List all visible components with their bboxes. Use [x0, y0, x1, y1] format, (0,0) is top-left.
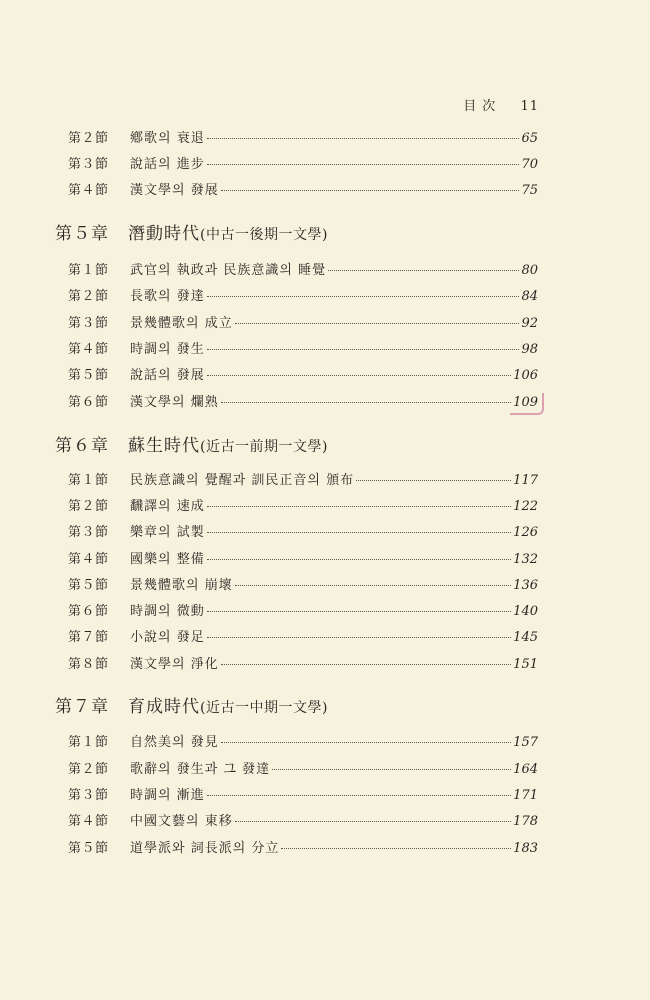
section-number: 第２節 [68, 499, 109, 514]
section-number: 第２節 [68, 762, 109, 777]
section-title: 時調의 微動 [130, 604, 205, 619]
page-ref: 109 [513, 395, 538, 410]
section-number: 第１節 [68, 473, 109, 488]
dot-leader [235, 584, 511, 586]
page-ref: 136 [513, 578, 538, 593]
section-title: 歌辭의 發生과 그 發達 [130, 762, 271, 777]
toc-entry [68, 153, 538, 173]
section-title: 漢文學의 爛熟 [130, 395, 219, 410]
toc-entry [68, 495, 538, 515]
chapter-heading [55, 431, 328, 455]
section-number: 第４節 [68, 814, 109, 829]
section-number: 第３節 [68, 525, 109, 540]
chapter-subtitle: (近古一前期一文學) [200, 439, 328, 455]
section-number: 第１節 [68, 263, 109, 278]
toc-entry [68, 364, 538, 384]
page-ref: 117 [513, 473, 538, 488]
page-ref: 171 [513, 788, 538, 803]
section-title: 鄕歌의 衰退 [130, 131, 205, 146]
section-number: 第４節 [68, 183, 109, 198]
page-ref: 80 [521, 263, 538, 278]
page-ref: 132 [513, 552, 538, 567]
chapter-title: 育成時代 [128, 697, 200, 717]
toc-entry [68, 127, 538, 147]
chapter-number: 第５章 [55, 224, 109, 244]
toc-entry [68, 653, 538, 673]
section-number: 第５節 [68, 368, 109, 383]
section-title: 飜譯의 速成 [130, 499, 205, 514]
section-title: 時調의 漸進 [130, 788, 205, 803]
chapter-subtitle: (近古一中期一文學) [200, 700, 328, 716]
section-title: 漢文學의 發展 [130, 183, 219, 198]
dot-leader [207, 531, 511, 533]
section-number: 第４節 [68, 552, 109, 567]
dot-leader [207, 505, 511, 507]
dot-leader [207, 295, 520, 297]
section-title: 自然美의 發見 [130, 735, 219, 750]
dot-leader [221, 189, 520, 191]
toc-entry [68, 837, 538, 857]
toc-entry [68, 758, 538, 778]
page-ref: 145 [513, 630, 538, 645]
toc-entry [68, 574, 538, 594]
section-number: 第８節 [68, 657, 109, 672]
section-number: 第１節 [68, 735, 109, 750]
section-title: 說話의 進步 [130, 157, 205, 172]
page-ref: 92 [521, 316, 538, 331]
page-ref: 70 [521, 157, 538, 172]
page-number: 11 [520, 99, 539, 114]
running-head-title: 目次 [463, 99, 502, 114]
section-number: 第３節 [68, 316, 109, 331]
running-head [463, 95, 539, 114]
pencil-mark [510, 393, 544, 415]
chapter-number: 第６章 [55, 436, 109, 456]
dot-leader [207, 558, 511, 560]
toc-entry [68, 810, 538, 830]
section-title: 景幾體歌의 崩壞 [130, 578, 233, 593]
page-ref: 178 [513, 814, 538, 829]
dot-leader [207, 137, 520, 139]
dot-leader [207, 374, 511, 376]
chapter-title: 蘇生時代 [128, 436, 200, 456]
section-number: 第５節 [68, 841, 109, 856]
section-number: 第３節 [68, 157, 109, 172]
section-number: 第３節 [68, 788, 109, 803]
toc-entry [68, 469, 538, 489]
toc-entry [68, 285, 538, 305]
page-ref: 98 [521, 342, 538, 357]
section-number: 第４節 [68, 342, 109, 357]
dot-leader [272, 768, 511, 770]
section-title: 時調의 發生 [130, 342, 205, 357]
section-number: 第７節 [68, 630, 109, 645]
toc-entry [68, 731, 538, 751]
section-number: 第２節 [68, 289, 109, 304]
dot-leader [207, 348, 520, 350]
section-title: 長歌의 發達 [130, 289, 205, 304]
dot-leader [281, 847, 511, 849]
section-title: 中國文藝의 東移 [130, 814, 233, 829]
dot-leader [221, 741, 511, 743]
chapter-subtitle: (中古一後期一文學) [200, 227, 328, 243]
chapter-title: 潛動時代 [128, 224, 200, 244]
section-title: 漢文學의 淨化 [130, 657, 219, 672]
toc-entry [68, 391, 538, 411]
toc-entry [68, 521, 538, 541]
section-title: 景幾體歌의 成立 [130, 316, 233, 331]
toc-entry [68, 626, 538, 646]
toc-entry [68, 259, 538, 279]
section-number: 第２節 [68, 131, 109, 146]
toc-entry [68, 548, 538, 568]
dot-leader [207, 610, 511, 612]
section-title: 說話의 發展 [130, 368, 205, 383]
section-number: 第６節 [68, 604, 109, 619]
dot-leader [207, 794, 511, 796]
dot-leader [328, 269, 519, 271]
chapter-heading [55, 692, 328, 716]
toc-entry [68, 179, 538, 199]
section-number: 第５節 [68, 578, 109, 593]
section-title: 小說의 發足 [130, 630, 205, 645]
toc-entry [68, 338, 538, 358]
section-title: 武官의 執政과 民族意識의 睡覺 [130, 263, 327, 278]
page-ref: 126 [513, 525, 538, 540]
page-ref: 122 [513, 499, 538, 514]
page-ref: 151 [513, 657, 538, 672]
dot-leader [221, 663, 511, 665]
page-ref: 183 [513, 841, 538, 856]
page-ref: 164 [513, 762, 538, 777]
section-title: 國樂의 整備 [130, 552, 205, 567]
page-ref: 106 [513, 368, 538, 383]
dot-leader [356, 479, 511, 481]
toc-entry [68, 784, 538, 804]
toc-entry [68, 312, 538, 332]
chapter-heading [55, 219, 328, 243]
page-ref: 65 [521, 131, 538, 146]
section-title: 民族意識의 覺醒과 訓民正音의 頒布 [130, 473, 355, 488]
dot-leader [221, 401, 511, 403]
dot-leader [207, 636, 511, 638]
dot-leader [207, 163, 520, 165]
dot-leader [235, 322, 520, 324]
chapter-number: 第７章 [55, 697, 109, 717]
page-ref: 84 [521, 289, 538, 304]
section-title: 樂章의 試製 [130, 525, 205, 540]
section-number: 第６節 [68, 395, 109, 410]
section-title: 道學派와 詞長派의 分立 [130, 841, 280, 856]
page-ref: 75 [521, 183, 538, 198]
page-ref: 157 [513, 735, 538, 750]
toc-entry [68, 600, 538, 620]
dot-leader [235, 820, 511, 822]
page-ref: 140 [513, 604, 538, 619]
